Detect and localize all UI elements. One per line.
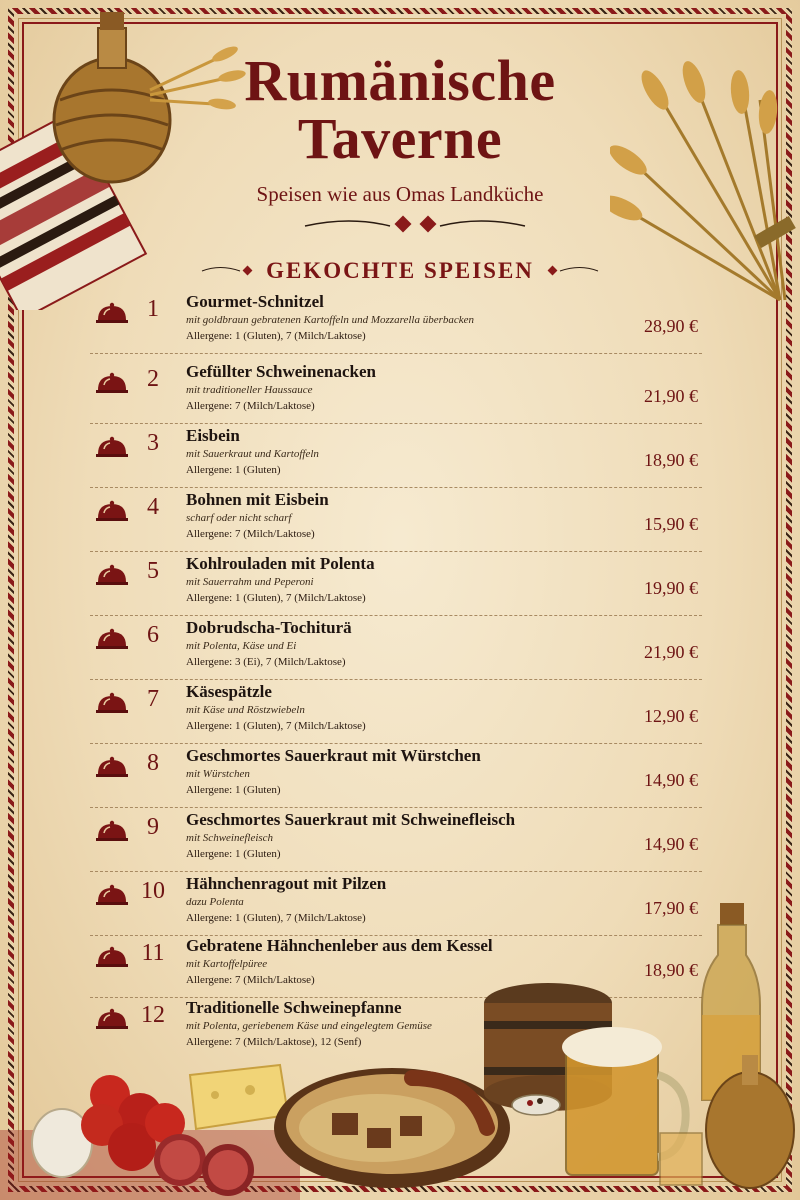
item-description: mit Kartoffelpüree xyxy=(186,958,268,970)
item-name: Kohlrouladen mit Polenta xyxy=(186,554,375,573)
menu-item xyxy=(90,618,702,680)
serving-cloche-icon xyxy=(95,372,129,394)
item-allergens: Allergene: 1 (Gluten) xyxy=(186,784,281,796)
item-number: 5 xyxy=(147,558,159,584)
item-divider xyxy=(90,551,702,552)
serving-cloche-icon xyxy=(95,628,129,650)
serving-cloche-icon xyxy=(95,500,129,522)
menu-item xyxy=(90,810,702,872)
item-price: 18,90 € xyxy=(644,960,698,980)
item-name: Käsespätzle xyxy=(186,682,272,701)
item-allergens: Allergene: 1 (Gluten) xyxy=(186,464,281,476)
item-number: 12 xyxy=(141,1002,165,1028)
item-divider xyxy=(90,487,702,488)
item-name: Gebratene Hähnchenleber aus dem Kessel xyxy=(186,936,493,955)
item-price: 18,90 € xyxy=(644,450,698,470)
item-allergens: Allergene: 7 (Milch/Laktose) xyxy=(186,974,315,986)
item-divider xyxy=(90,615,702,616)
title-line-2: Taverne xyxy=(297,106,503,171)
item-name: Eisbein xyxy=(186,426,240,445)
item-description: mit Käse und Röstzwiebeln xyxy=(186,704,305,716)
item-description: mit Würstchen xyxy=(186,768,250,780)
section-title: GEKOCHTE SPEISEN xyxy=(266,258,534,283)
item-number: 10 xyxy=(141,878,165,904)
vegetables-cheese-illustration xyxy=(0,1035,300,1200)
item-name: Dobrudscha-Tochiturä xyxy=(186,618,352,637)
item-allergens: Allergene: 1 (Gluten), 7 (Milch/Laktose) xyxy=(186,330,366,342)
item-number: 11 xyxy=(141,940,165,966)
restaurant-title xyxy=(0,48,800,171)
item-allergens: Allergene: 1 (Gluten), 7 (Milch/Laktose) xyxy=(186,720,366,732)
item-price: 12,90 € xyxy=(644,706,698,726)
title-line-1: Rumänische xyxy=(244,48,556,113)
item-name: Geschmortes Sauerkraut mit Schweinefleisch xyxy=(186,810,516,829)
item-description: scharf oder nicht scharf xyxy=(186,512,292,524)
item-price: 14,90 € xyxy=(644,834,698,854)
item-name: Bohnen mit Eisbein xyxy=(186,490,329,509)
item-description: mit Sauerrahm und Peperoni xyxy=(186,576,314,588)
menu-item xyxy=(90,554,702,616)
item-divider xyxy=(90,353,702,354)
item-divider xyxy=(90,679,702,680)
item-allergens: Allergene: 7 (Milch/Laktose) xyxy=(186,528,315,540)
item-price: 14,90 € xyxy=(644,770,698,790)
item-description: mit Polenta, Käse und Ei xyxy=(186,640,297,652)
item-allergens: Allergene: 1 (Gluten), 7 (Milch/Laktose) xyxy=(186,912,366,924)
menu-item xyxy=(90,746,702,808)
barrel-beer-bottle-illustration xyxy=(470,895,800,1200)
item-price: 15,90 € xyxy=(644,514,698,534)
item-number: 4 xyxy=(147,494,159,520)
item-number: 8 xyxy=(147,750,159,776)
item-number: 9 xyxy=(147,814,159,840)
serving-cloche-icon xyxy=(95,820,129,842)
menu-item xyxy=(90,292,702,354)
item-price: 21,90 € xyxy=(644,386,698,406)
item-name: Gefüllter Schweinenacken xyxy=(186,362,376,381)
item-number: 3 xyxy=(147,430,159,456)
item-description: dazu Polenta xyxy=(186,896,244,908)
item-name: Gourmet-Schnitzel xyxy=(186,292,324,311)
item-number: 2 xyxy=(147,366,159,392)
item-name: Hähnchenragout mit Pilzen xyxy=(186,874,387,893)
item-price: 19,90 € xyxy=(644,578,698,598)
menu-item xyxy=(90,490,702,552)
item-price: 21,90 € xyxy=(644,642,698,662)
item-description: mit traditioneller Haussauce xyxy=(186,384,313,396)
item-allergens: Allergene: 7 (Milch/Laktose) xyxy=(186,400,315,412)
serving-cloche-icon xyxy=(95,946,129,968)
item-name: Traditionelle Schweinepfanne xyxy=(186,998,402,1017)
serving-cloche-icon xyxy=(95,1008,129,1030)
serving-cloche-icon xyxy=(95,692,129,714)
item-number: 7 xyxy=(147,686,159,712)
item-allergens: Allergene: 7 (Milch/Laktose), 12 (Senf) xyxy=(186,1036,362,1048)
item-allergens: Allergene: 3 (Ei), 7 (Milch/Laktose) xyxy=(186,656,346,668)
section-ornament-right xyxy=(544,264,600,278)
item-divider xyxy=(90,871,702,872)
serving-cloche-icon xyxy=(95,302,129,324)
item-description: mit goldbraun gebratenen Kartoffeln und Mozzarella überbacken xyxy=(186,314,475,326)
title-flourish xyxy=(300,212,530,240)
serving-cloche-icon xyxy=(95,436,129,458)
item-description: mit Sauerkraut und Kartoffeln xyxy=(186,448,319,460)
menu-item xyxy=(90,682,702,744)
menu-item xyxy=(90,426,702,488)
section-ornament-left xyxy=(200,264,256,278)
item-price: 28,90 € xyxy=(644,316,698,336)
serving-cloche-icon xyxy=(95,564,129,586)
item-number: 1 xyxy=(147,296,159,322)
item-description: mit Schweinefleisch xyxy=(186,832,274,844)
menu-item xyxy=(90,362,702,424)
item-divider xyxy=(90,743,702,744)
item-divider xyxy=(90,807,702,808)
item-allergens: Allergene: 1 (Gluten), 7 (Milch/Laktose) xyxy=(186,592,366,604)
serving-cloche-icon xyxy=(95,884,129,906)
item-allergens: Allergene: 1 (Gluten) xyxy=(186,848,281,860)
item-name: Geschmortes Sauerkraut mit Würstchen xyxy=(186,746,481,765)
item-number: 6 xyxy=(147,622,159,648)
section-header xyxy=(0,256,800,286)
restaurant-subtitle: Speisen wie aus Omas Landküche xyxy=(256,182,544,206)
item-divider xyxy=(90,423,702,424)
serving-cloche-icon xyxy=(95,756,129,778)
item-description: mit Polenta, geriebenem Käse und eingelegtem Gemüse xyxy=(186,1020,432,1032)
item-price: 17,90 € xyxy=(644,898,698,918)
